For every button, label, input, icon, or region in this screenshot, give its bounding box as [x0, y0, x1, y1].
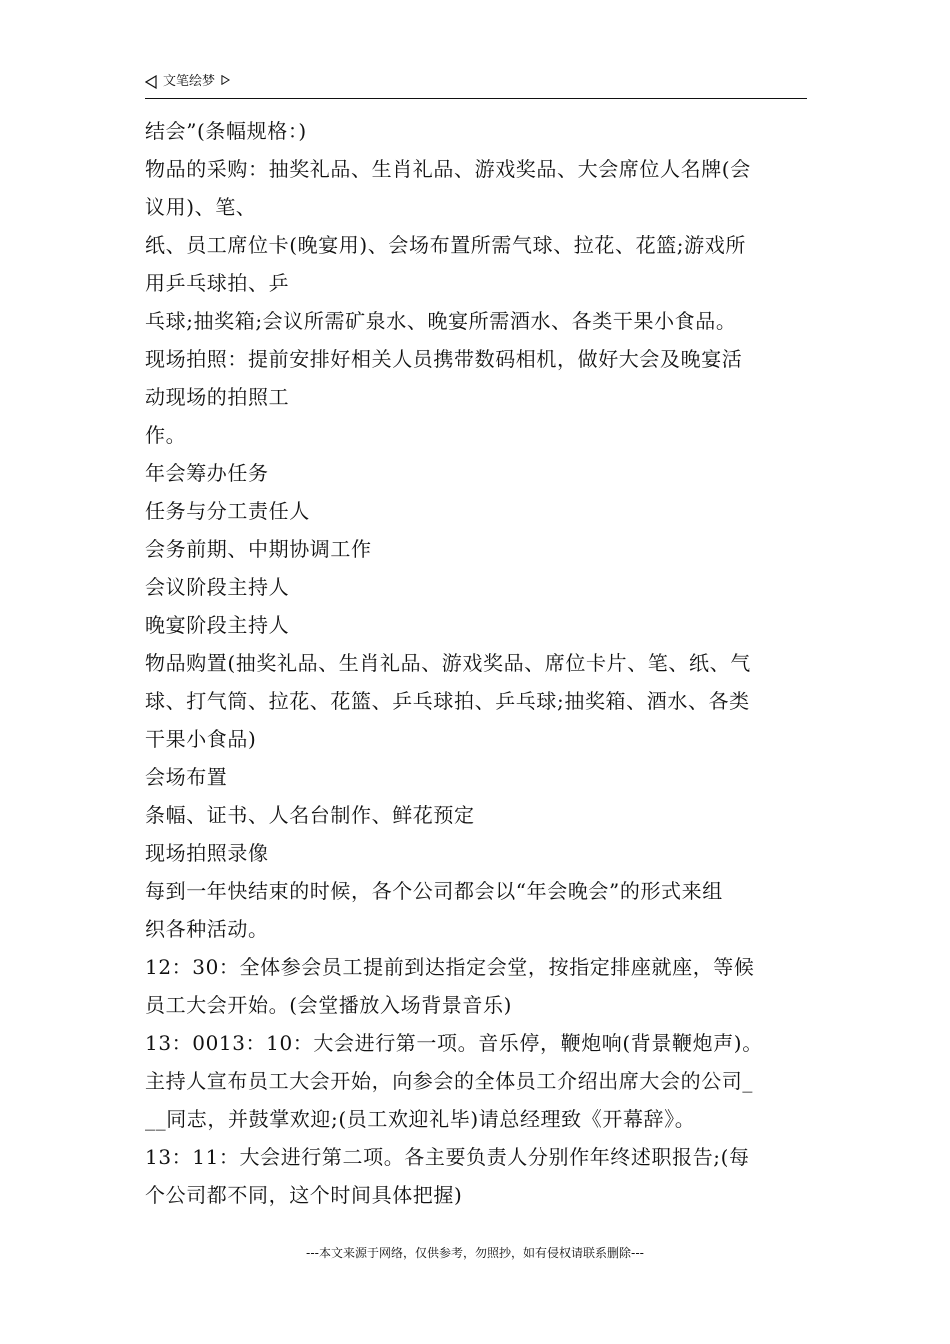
text-line: 用乒乓球拍、乒	[145, 271, 290, 295]
text-line: 会议阶段主持人	[145, 575, 290, 599]
document-body	[145, 112, 807, 1214]
text-line: 结会”(条幅规格：)	[145, 119, 307, 143]
text-line: 物品的采购：抽奖礼品、生肖礼品、游戏奖品、大会席位人名牌(会	[145, 157, 751, 181]
text-line: 动现场的拍照工	[145, 385, 290, 409]
text-line: 现场拍照录像	[145, 841, 269, 865]
text-line: 物品购置(抽奖礼品、生肖礼品、游戏奖品、席位卡片、笔、纸、气	[145, 651, 751, 675]
text-line: __同志，并鼓掌欢迎;(员工欢迎礼毕)请总经理致《开幕辞》。	[145, 1107, 696, 1131]
text-line: 乓球;抽奖箱;会议所需矿泉水、晚宴所需酒水、各类干果小食品。	[145, 309, 737, 333]
text-line: 员工大会开始。(会堂播放入场背景音乐)	[145, 993, 513, 1017]
text-line: 现场拍照：提前安排好相关人员携带数码相机，做好大会及晚宴活	[145, 347, 743, 371]
text-line: 个公司都不同，这个时间具体把握)	[145, 1183, 463, 1207]
text-line: 年会筹办任务	[145, 461, 269, 485]
text-line: 纸、员工席位卡(晚宴用)、会场布置所需气球、拉花、花篮;游戏所	[145, 233, 746, 257]
text-line: 主持人宣布员工大会开始，向参会的全体员工介绍出席大会的公司_	[145, 1069, 753, 1093]
header-rule	[145, 98, 807, 99]
text-line: 议用)、笔、	[145, 195, 257, 219]
right-triangle-icon	[221, 75, 230, 85]
text-line: 干果小食品)	[145, 727, 257, 751]
text-line: 每到一年快结束的时候，各个公司都会以“年会晚会”的形式来组	[145, 879, 723, 903]
header-mark	[145, 74, 807, 90]
text-line: 会务前期、中期协调工作	[145, 537, 372, 561]
left-triangle-icon	[145, 75, 157, 89]
text-line: 13：11：大会进行第二项。各主要负责人分别作年终述职报告;(每	[145, 1145, 750, 1169]
text-line: 晚宴阶段主持人	[145, 613, 290, 637]
text-line: 13：0013：10：大会进行第一项。音乐停，鞭炮响(背景鞭炮声)。	[145, 1031, 763, 1055]
header-title: 文笔绘梦	[163, 74, 216, 89]
text-line: 织各种活动。	[145, 917, 269, 941]
text-line: 12：30：全体参会员工提前到达指定会堂，按指定排座就座，等候	[145, 955, 755, 979]
text-line: 任务与分工责任人	[145, 499, 310, 523]
text-line: 球、打气筒、拉花、花篮、乒乓球拍、乒乓球;抽奖箱、酒水、各类	[145, 689, 750, 713]
page-header	[145, 74, 807, 98]
text-line: 作。	[145, 423, 187, 447]
text-line: 会场布置	[145, 765, 228, 789]
page-footer: ---本文来源于网络，仅供参考，勿照抄，如有侵权请联系删除---	[306, 1246, 644, 1260]
text-line: 条幅、证书、人名台制作、鲜花预定	[145, 803, 475, 827]
